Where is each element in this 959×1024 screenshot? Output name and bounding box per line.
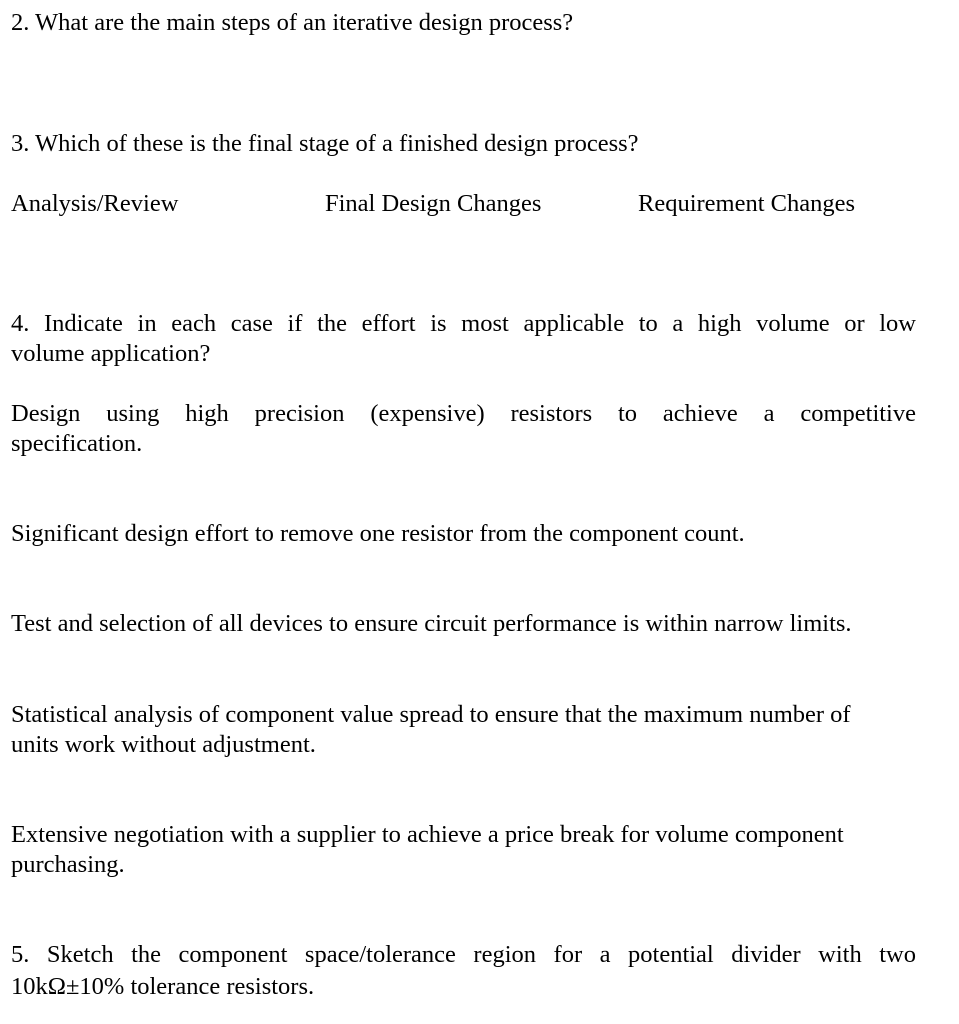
q4-item-1-line1: Design using high precision (expensive) resistors to achieve a competitive — [11, 400, 916, 427]
option-final-design-changes: Final Design Changes — [325, 190, 542, 217]
question-4-text-line1: 4. Indicate in each case if the effort is most applicable to a high volume or low — [11, 310, 916, 337]
question-5-text-line1: 5. Sketch the component space/tolerance region for a potential divider with two — [11, 941, 916, 968]
q4-item-5-line1: Extensive negotiation with a supplier to achieve a price break for volume component — [11, 821, 844, 848]
question-5-text-line2: 10kΩ±10% tolerance resistors. — [11, 973, 315, 1000]
q4-item-1-line2: specification. — [11, 430, 143, 457]
q4-item-4-line1: Statistical analysis of component value spread to ensure that the maximum number of — [11, 701, 851, 728]
q4-item-2: Significant design effort to remove one resistor from the component count. — [11, 520, 745, 547]
question-2-text: 2. What are the main steps of an iterative design process? — [11, 9, 574, 36]
q4-item-5-line2: purchasing. — [11, 851, 125, 878]
question-4-text-line2: volume application? — [11, 340, 211, 367]
q4-item-4-line2: units work without adjustment. — [11, 731, 316, 758]
option-requirement-changes: Requirement Changes — [638, 190, 856, 217]
option-analysis-review: Analysis/Review — [11, 190, 179, 217]
q4-item-3: Test and selection of all devices to ensure circuit performance is within narrow limits. — [11, 610, 852, 637]
question-3-text: 3. Which of these is the final stage of a finished design process? — [11, 130, 639, 157]
